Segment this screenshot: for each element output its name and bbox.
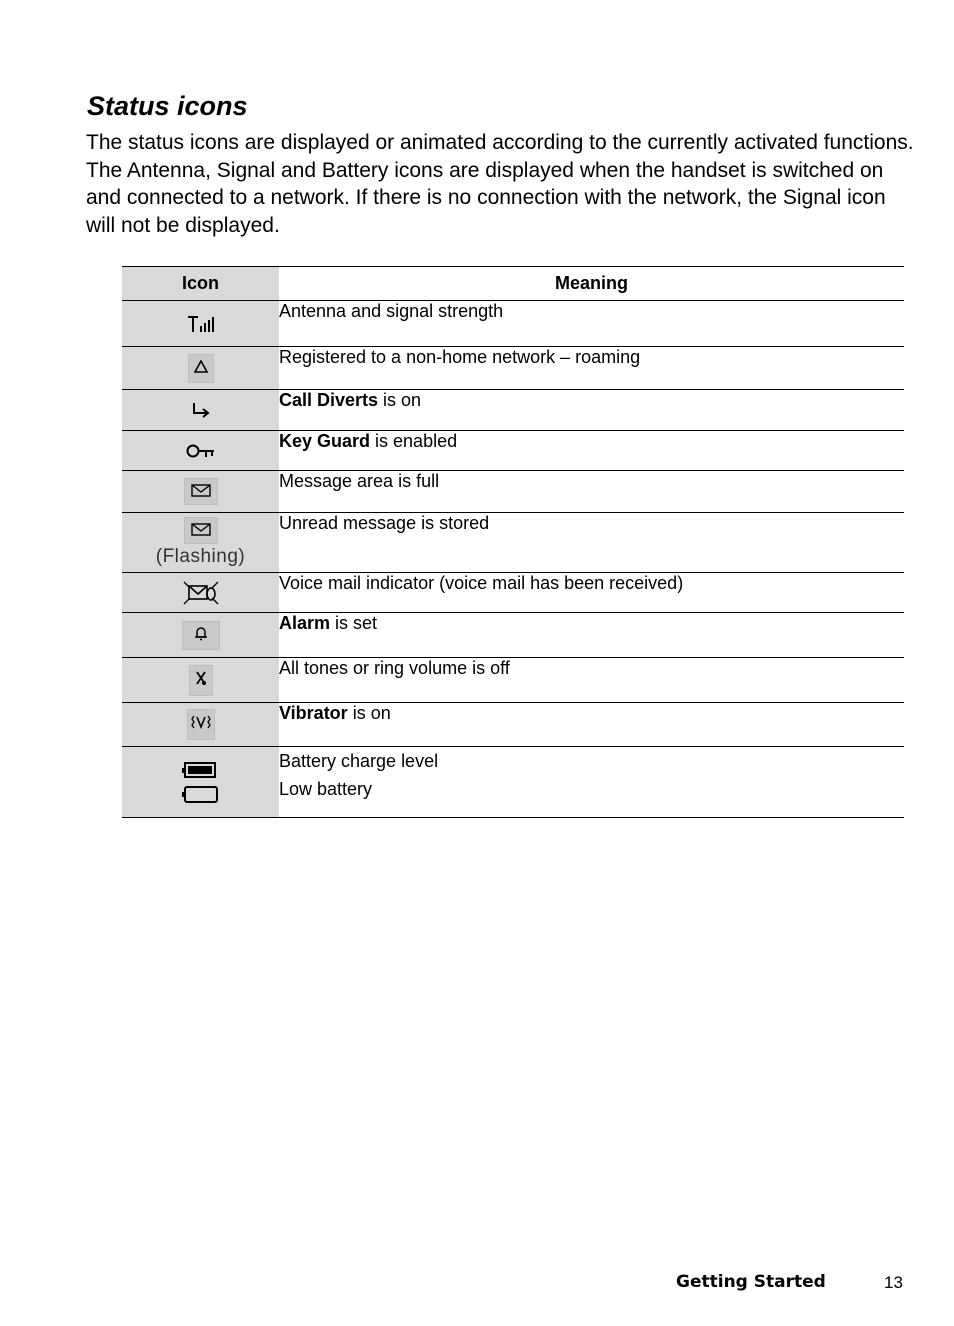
- meaning-cell: Registered to a non-home network – roaming: [279, 347, 904, 390]
- unread-message-icon: [191, 523, 211, 536]
- flashing-label: (Flashing): [155, 546, 246, 567]
- header-meaning: Meaning: [279, 267, 904, 301]
- meaning-cell: Vibrator is on: [279, 703, 904, 747]
- meaning-cell: Call Diverts is on: [279, 390, 904, 431]
- intro-paragraph: The status icons are displayed or animated according to the currently activated functions. The Antenna, Signal and Battery icons are displayed when the handset is switched on and connected to a network. If there is no connection with the network, the Signal icon will not be displayed.: [86, 131, 914, 237]
- silent-icon: [194, 669, 208, 687]
- table-row: [122, 613, 904, 658]
- meaning-cell: Unread message is stored: [279, 513, 904, 573]
- table-row: [122, 471, 904, 513]
- table-row: [122, 390, 904, 431]
- table-header-row: [122, 267, 904, 301]
- meaning-cell: Voice mail indicator (voice mail has been received): [279, 573, 904, 613]
- key-guard-icon: [186, 443, 216, 459]
- meaning-cell: Key Guard is enabled: [279, 431, 904, 471]
- table-row: [122, 703, 904, 747]
- alarm-icon: [194, 626, 208, 641]
- section-title: Status icons: [87, 91, 248, 121]
- header-icon: Icon: [122, 267, 279, 301]
- footer-section-name: Getting Started: [676, 1272, 826, 1292]
- page-number: 13: [884, 1273, 903, 1292]
- call-divert-icon: [191, 402, 211, 420]
- meaning-cell: All tones or ring volume is off: [279, 658, 904, 703]
- low-battery-text: Low battery: [279, 779, 373, 799]
- table-row: [122, 658, 904, 703]
- meaning-cell: [279, 747, 904, 818]
- message-full-icon: [191, 484, 211, 497]
- meaning-cell: Antenna and signal strength: [279, 301, 904, 347]
- meaning-cell: Alarm is set: [279, 613, 904, 658]
- table-row: [122, 431, 904, 471]
- battery-icon: [182, 759, 220, 805]
- meaning-cell: Message area is full: [279, 471, 904, 513]
- voice-mail-icon: [182, 580, 220, 606]
- roaming-icon: [194, 360, 208, 374]
- antenna-signal-icon: [187, 314, 215, 334]
- battery-level-text: Battery charge level: [279, 751, 439, 771]
- table-row: [122, 347, 904, 390]
- status-icons-table: [122, 266, 904, 818]
- table-row: [122, 301, 904, 347]
- table-row: [122, 513, 904, 573]
- table-row: [122, 747, 904, 818]
- vibrator-icon: [191, 713, 211, 731]
- table-row: [122, 573, 904, 613]
